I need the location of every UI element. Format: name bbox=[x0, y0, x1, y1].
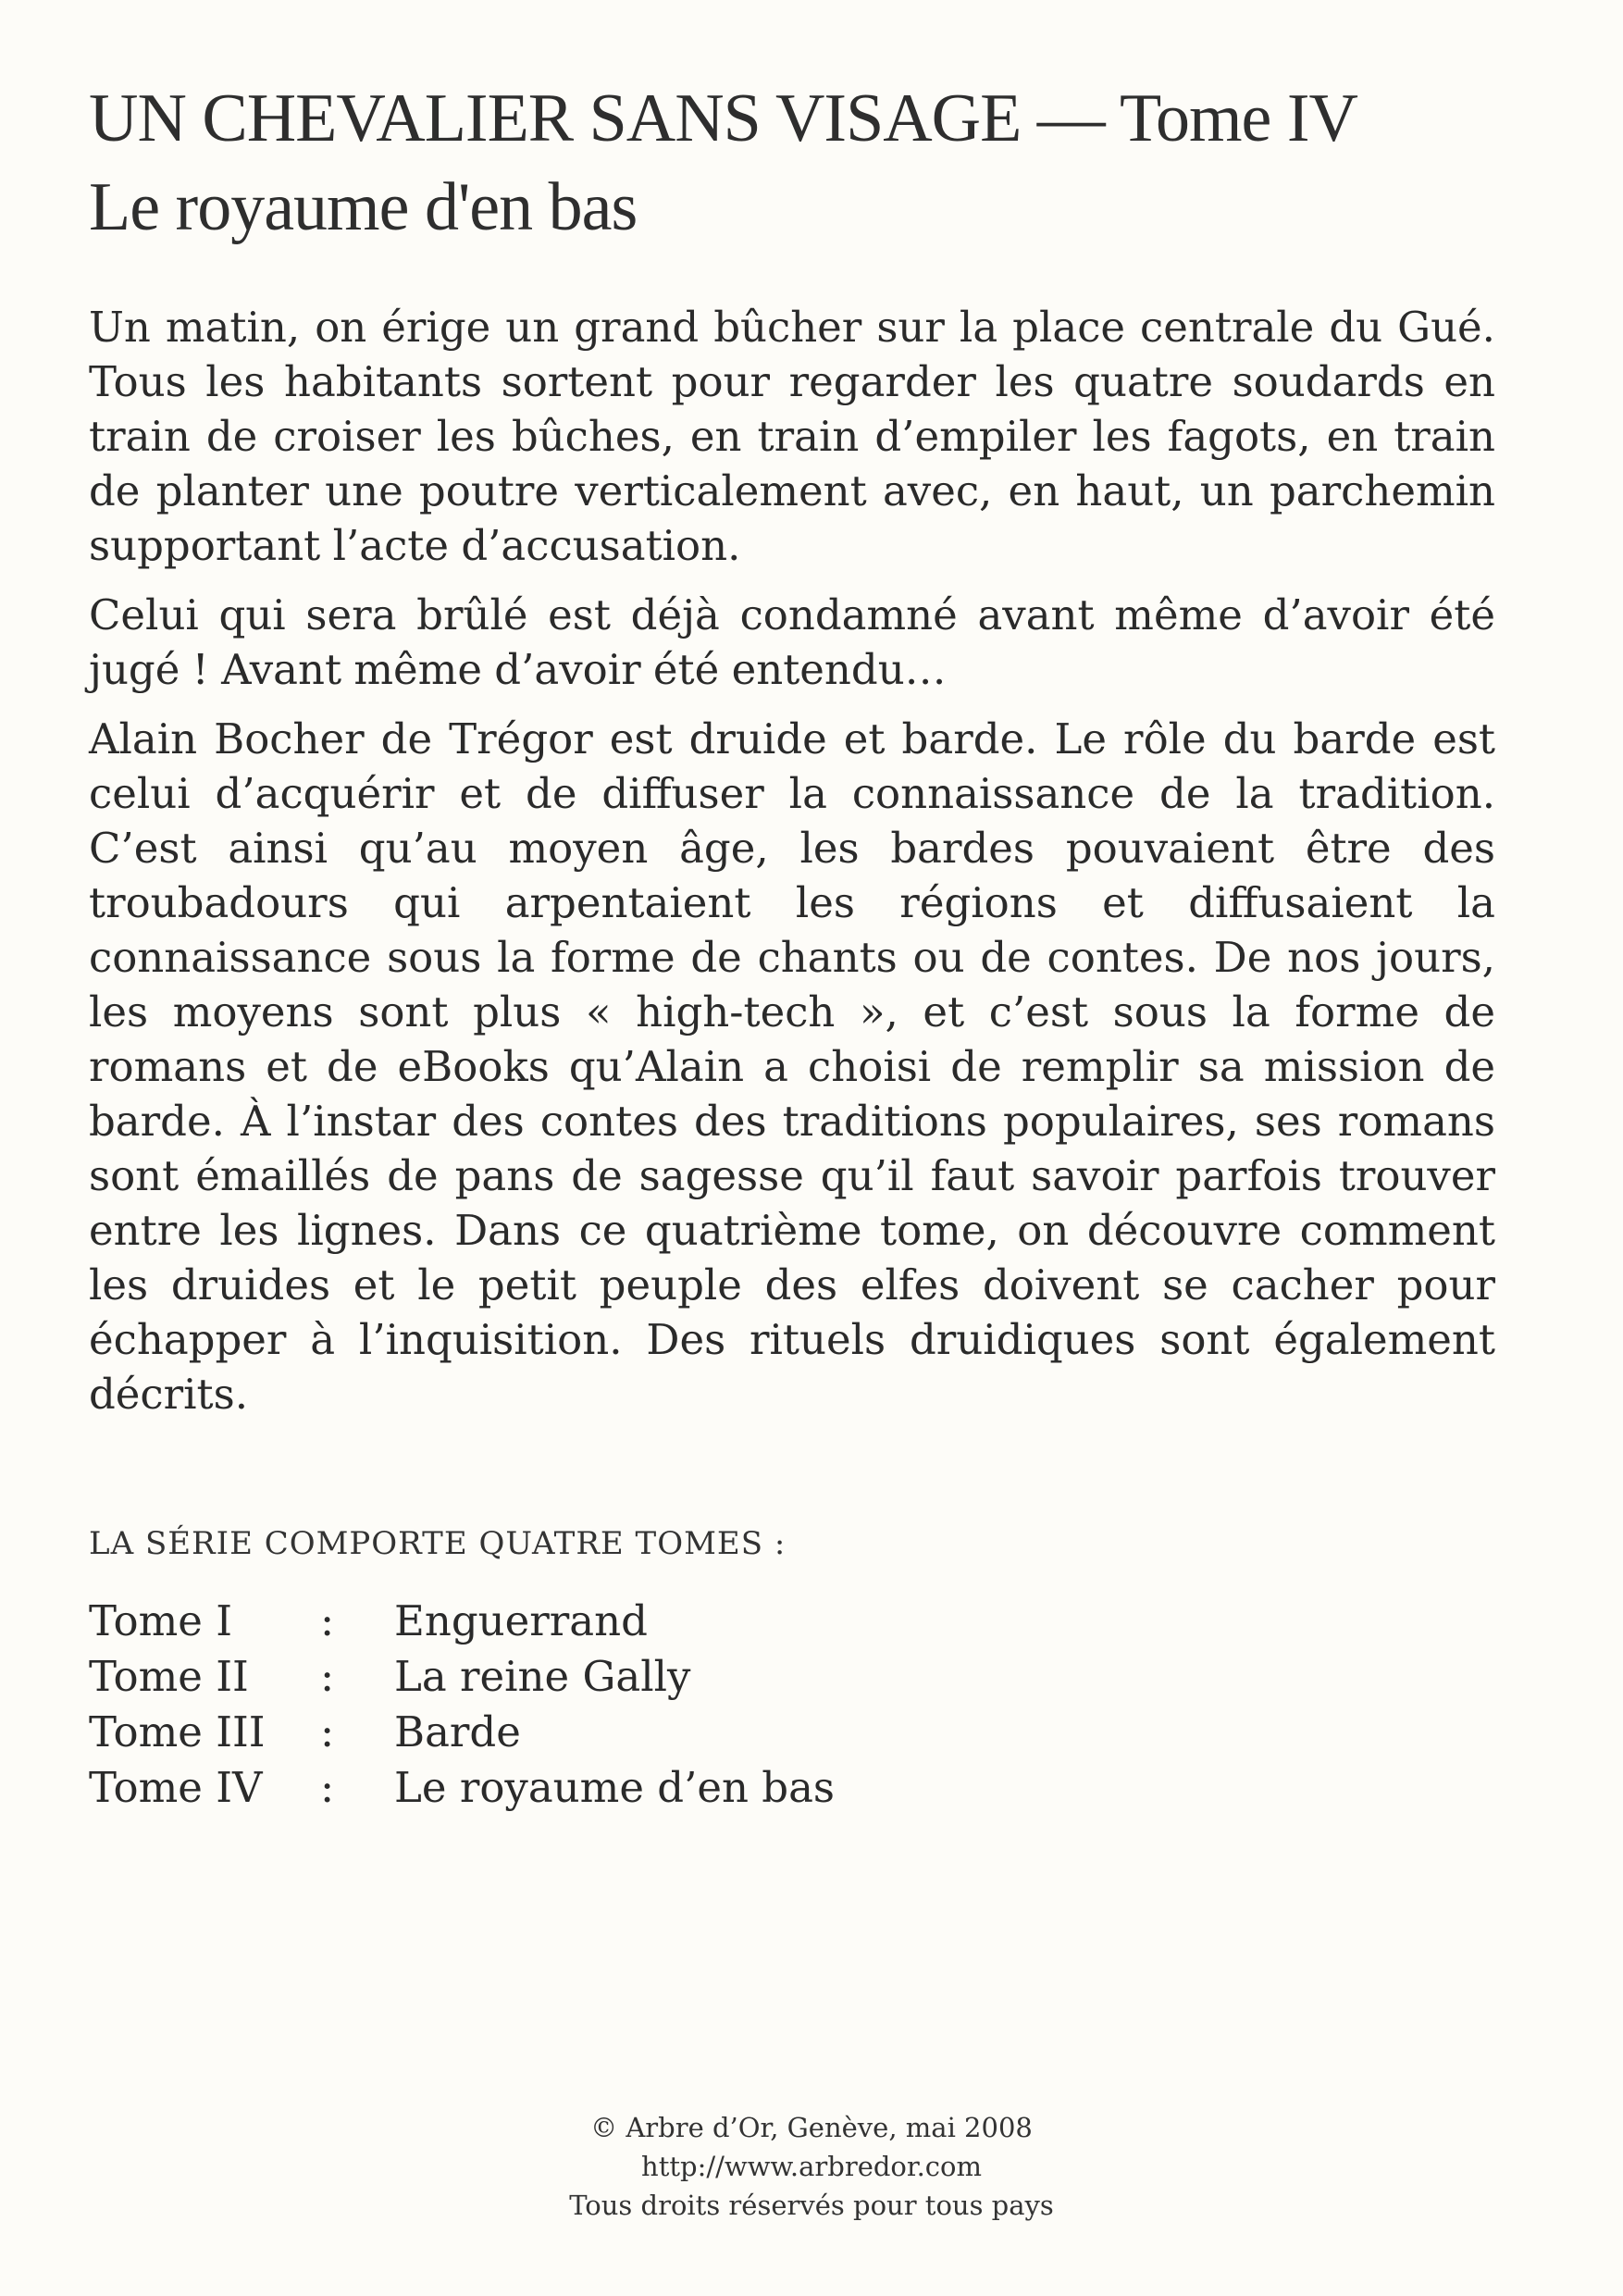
copyright-line: © Arbre d’Or, Genève, mai 2008 bbox=[590, 2112, 1033, 2143]
volume-separator: : bbox=[320, 1763, 335, 1812]
series-heading: LA SÉRIE COMPORTE QUATRE TOMES : bbox=[89, 1525, 787, 1562]
synopsis bbox=[89, 300, 1495, 1421]
volume-title: Enguerrand bbox=[394, 1596, 648, 1645]
page-content bbox=[89, 74, 1495, 1816]
volume-number: Tome II bbox=[89, 1652, 249, 1701]
volume-row bbox=[89, 1594, 1495, 1649]
rights-notice: Tous droits réservés pour tous pays bbox=[569, 2190, 1054, 2221]
volume-separator: : bbox=[320, 1707, 335, 1756]
volume-title: Barde bbox=[394, 1707, 521, 1756]
volume-row bbox=[89, 1760, 1495, 1816]
colophon bbox=[0, 2108, 1623, 2225]
volume-number: Tome I bbox=[89, 1596, 232, 1645]
volume-number: Tome IV bbox=[89, 1763, 263, 1812]
synopsis-paragraph-2: Celui qui sera brûlé est déjà condamné avant même d’avoir été jugé ! Avant même d’avoir été entendu… bbox=[89, 590, 1495, 694]
volume-number: Tome III bbox=[89, 1707, 266, 1756]
volume-title: La reine Gally bbox=[394, 1652, 691, 1701]
book-title bbox=[89, 74, 1495, 252]
volume-title: Le royaume d’en bas bbox=[394, 1763, 836, 1812]
volume-separator: : bbox=[320, 1596, 335, 1645]
volume-row bbox=[89, 1649, 1495, 1705]
volume-list bbox=[89, 1594, 1495, 1816]
synopsis-paragraph-1: Un matin, on érige un grand bûcher sur la place centrale du Gué. Tous les habitants sortent pour regarder les quatre soudards en train de croiser les bûches, en train d’empiler les fagots, en train de planter une poutre verticalement avec, en haut, un parchemin supportant l’acte d’accusation. bbox=[89, 303, 1495, 570]
book-title-line-2: Le royaume d'en bas bbox=[89, 169, 638, 245]
book-title-line-1: UN CHEVALIER SANS VISAGE — Tome IV bbox=[89, 81, 1357, 156]
synopsis-paragraph-3: Alain Bocher de Trégor est druide et barde. Le rôle du barde est celui d’acquérir et de diffuser la connaissance de la tradition. C’est ainsi qu’au moyen âge, les bardes pouvaient être des troubadours qui arpentaient les régions et diffusaient la connaissance sous la forme de chants ou de contes. De nos jours, les moyens sont plus « high-tech », et c’est sous la forme de romans et de eBooks qu’Alain a choisi de remplir sa mission de barde. À l’instar des contes des traditions populaires, ses romans sont émaillés de pans de sagesse qu’il faut savoir parfois trouver entre les lignes. Dans ce quatrième tome, on découvre comment les druides et le petit peuple des elfes doivent se cacher pour échapper à l’inquisition. Des rituels druidiques sont également décrits. bbox=[89, 714, 1495, 1419]
volume-row bbox=[89, 1705, 1495, 1760]
volume-separator: : bbox=[320, 1652, 335, 1701]
website-url: http://www.arbredor.com bbox=[641, 2151, 982, 2182]
